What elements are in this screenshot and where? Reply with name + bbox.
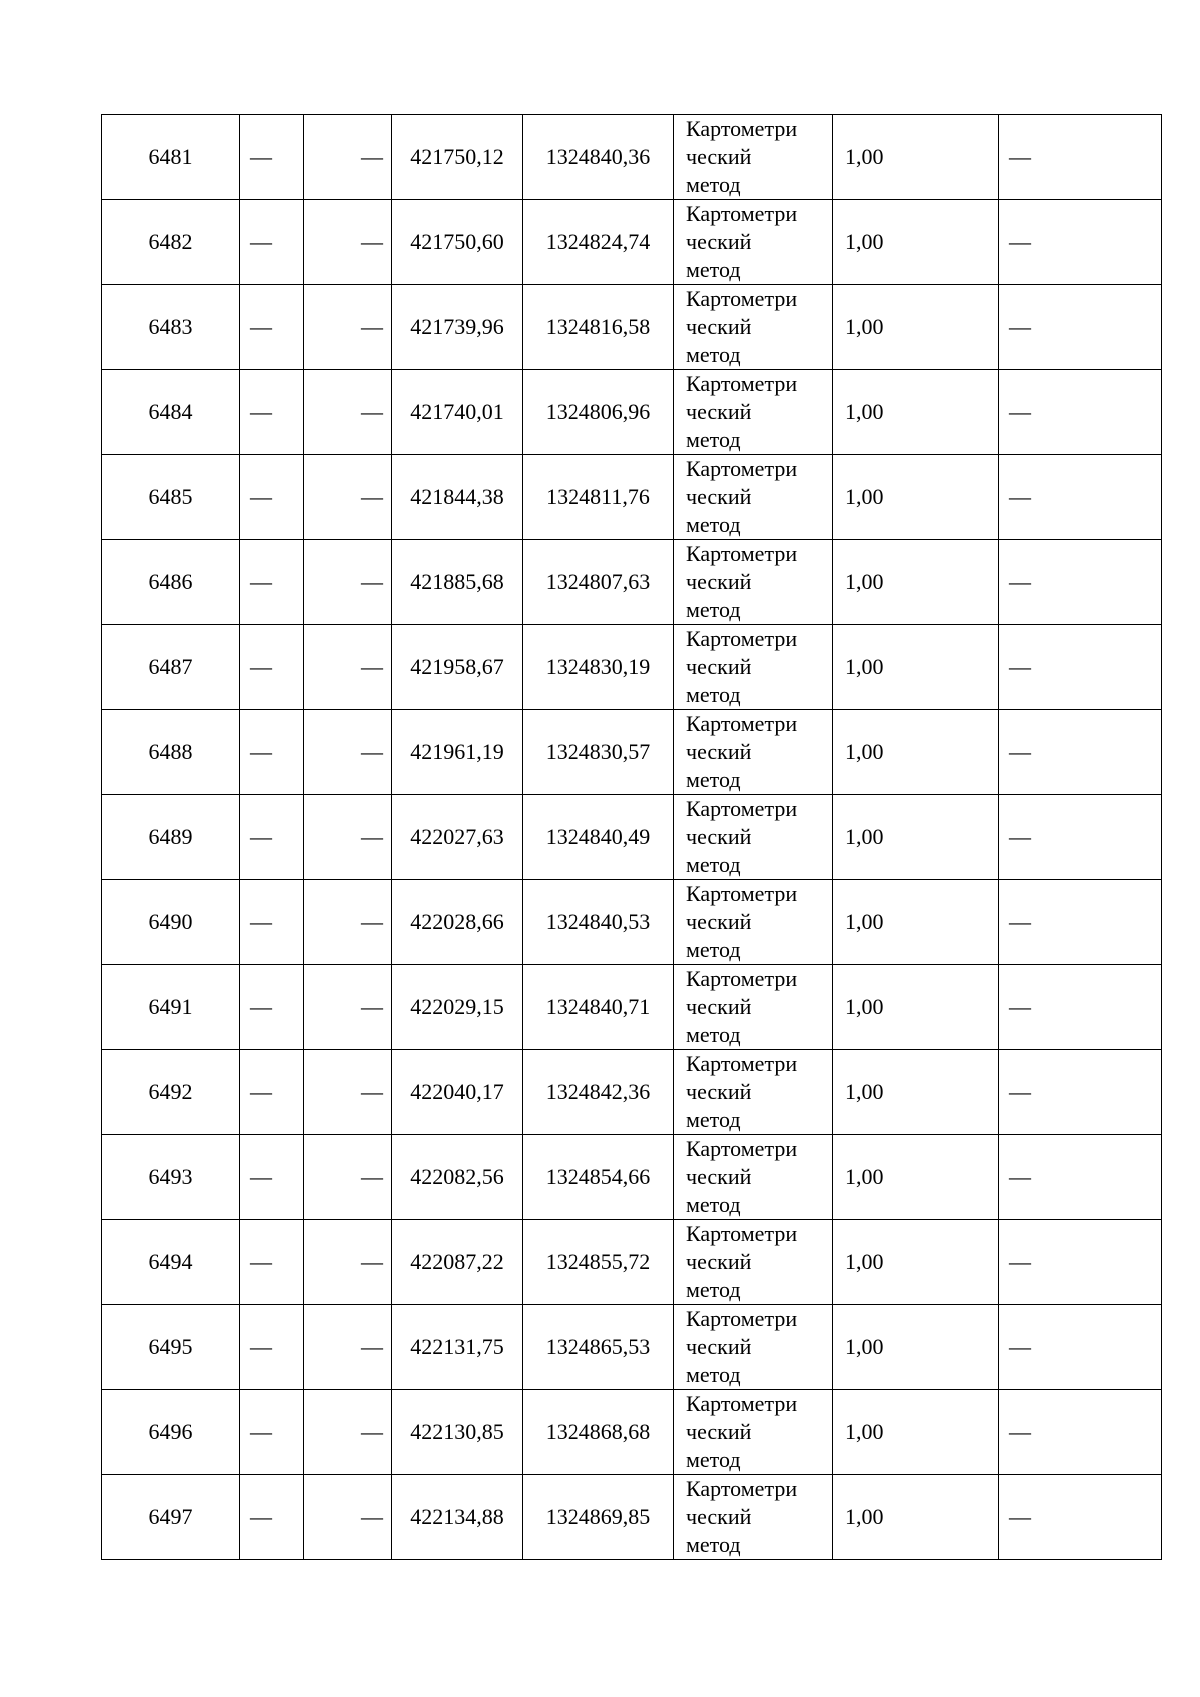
method-cell	[674, 710, 833, 795]
point-number-cell: 6490	[102, 880, 240, 965]
table-row	[102, 1135, 1162, 1220]
y-coordinate-cell: 1324865,53	[523, 1305, 674, 1390]
method-text-line: ческий	[686, 654, 752, 679]
accuracy-cell: 1,00	[833, 625, 999, 710]
table-row	[102, 1050, 1162, 1135]
prev-x-cell: —	[240, 1475, 304, 1560]
prev-x-cell: —	[240, 1220, 304, 1305]
method-text-line: метод	[686, 597, 741, 622]
accuracy-cell: 1,00	[833, 965, 999, 1050]
method-cell	[674, 1390, 833, 1475]
point-number-cell: 6483	[102, 285, 240, 370]
accuracy-cell: 1,00	[833, 1305, 999, 1390]
method-text-line: ческий	[686, 314, 752, 339]
y-coordinate-cell: 1324824,74	[523, 200, 674, 285]
point-number-cell: 6495	[102, 1305, 240, 1390]
description-cell: —	[999, 540, 1162, 625]
y-coordinate-cell: 1324868,68	[523, 1390, 674, 1475]
y-coordinate-cell: 1324854,66	[523, 1135, 674, 1220]
method-text-line: Картометри	[686, 1391, 798, 1416]
table-row	[102, 710, 1162, 795]
method-text-line: метод	[686, 427, 741, 452]
method-text-line: ческий	[686, 994, 752, 1019]
prev-x-cell: —	[240, 795, 304, 880]
table-row	[102, 540, 1162, 625]
y-coordinate-cell: 1324816,58	[523, 285, 674, 370]
description-cell: —	[999, 1135, 1162, 1220]
prev-x-cell: —	[240, 540, 304, 625]
description-cell: —	[999, 625, 1162, 710]
prev-y-cell: —	[304, 540, 392, 625]
y-coordinate-cell: 1324830,57	[523, 710, 674, 795]
accuracy-cell: 1,00	[833, 710, 999, 795]
method-text-line: Картометри	[686, 456, 798, 481]
method-text-line: метод	[686, 852, 741, 877]
description-cell: —	[999, 1305, 1162, 1390]
prev-x-cell: —	[240, 1390, 304, 1475]
prev-x-cell: —	[240, 1135, 304, 1220]
method-text-line: Картометри	[686, 881, 798, 906]
accuracy-cell: 1,00	[833, 540, 999, 625]
method-text-line: ческий	[686, 1504, 752, 1529]
y-coordinate-cell: 1324807,63	[523, 540, 674, 625]
prev-x-cell: —	[240, 285, 304, 370]
prev-y-cell: —	[304, 1475, 392, 1560]
prev-y-cell: —	[304, 455, 392, 540]
method-text-line: Картометри	[686, 966, 798, 991]
y-coordinate-cell: 1324840,49	[523, 795, 674, 880]
x-coordinate-cell: 421739,96	[392, 285, 523, 370]
x-coordinate-cell: 422029,15	[392, 965, 523, 1050]
method-text-line: метод	[686, 1447, 741, 1472]
point-number-cell: 6494	[102, 1220, 240, 1305]
x-coordinate-cell: 421885,68	[392, 540, 523, 625]
y-coordinate-cell: 1324830,19	[523, 625, 674, 710]
method-text-line: Картометри	[686, 796, 798, 821]
table-row	[102, 965, 1162, 1050]
method-text-line: ческий	[686, 569, 752, 594]
point-number-cell: 6497	[102, 1475, 240, 1560]
method-text-line: метод	[686, 1192, 741, 1217]
method-text-line: ческий	[686, 824, 752, 849]
prev-y-cell: —	[304, 115, 392, 200]
prev-x-cell: —	[240, 455, 304, 540]
point-number-cell: 6492	[102, 1050, 240, 1135]
method-text-line: Картометри	[686, 116, 798, 141]
description-cell: —	[999, 965, 1162, 1050]
method-text-line: ческий	[686, 739, 752, 764]
description-cell: —	[999, 200, 1162, 285]
x-coordinate-cell: 421958,67	[392, 625, 523, 710]
accuracy-cell: 1,00	[833, 115, 999, 200]
prev-y-cell: —	[304, 200, 392, 285]
method-cell	[674, 1050, 833, 1135]
x-coordinate-cell: 422087,22	[392, 1220, 523, 1305]
x-coordinate-cell: 422134,88	[392, 1475, 523, 1560]
method-cell	[674, 540, 833, 625]
point-number-cell: 6487	[102, 625, 240, 710]
coordinates-table	[101, 114, 1162, 1560]
method-text-line: ческий	[686, 144, 752, 169]
method-cell	[674, 370, 833, 455]
description-cell: —	[999, 370, 1162, 455]
table-row	[102, 455, 1162, 540]
method-text-line: ческий	[686, 1164, 752, 1189]
accuracy-cell: 1,00	[833, 795, 999, 880]
y-coordinate-cell: 1324842,36	[523, 1050, 674, 1135]
accuracy-cell: 1,00	[833, 370, 999, 455]
accuracy-cell: 1,00	[833, 285, 999, 370]
method-text-line: ческий	[686, 1249, 752, 1274]
method-text-line: Картометри	[686, 201, 798, 226]
method-text-line: Картометри	[686, 541, 798, 566]
y-coordinate-cell: 1324806,96	[523, 370, 674, 455]
description-cell: —	[999, 1390, 1162, 1475]
point-number-cell: 6481	[102, 115, 240, 200]
prev-x-cell: —	[240, 115, 304, 200]
y-coordinate-cell: 1324840,53	[523, 880, 674, 965]
method-text-line: Картометри	[686, 1306, 798, 1331]
point-number-cell: 6496	[102, 1390, 240, 1475]
point-number-cell: 6484	[102, 370, 240, 455]
method-cell	[674, 1305, 833, 1390]
prev-y-cell: —	[304, 880, 392, 965]
method-text-line: метод	[686, 257, 741, 282]
table-row	[102, 200, 1162, 285]
table-row	[102, 880, 1162, 965]
method-text-line: метод	[686, 1362, 741, 1387]
table-row	[102, 285, 1162, 370]
method-cell	[674, 880, 833, 965]
x-coordinate-cell: 421961,19	[392, 710, 523, 795]
accuracy-cell: 1,00	[833, 1475, 999, 1560]
method-text-line: ческий	[686, 229, 752, 254]
point-number-cell: 6491	[102, 965, 240, 1050]
description-cell: —	[999, 1475, 1162, 1560]
accuracy-cell: 1,00	[833, 1050, 999, 1135]
method-text-line: метод	[686, 682, 741, 707]
table-row	[102, 625, 1162, 710]
table-row	[102, 1475, 1162, 1560]
prev-x-cell: —	[240, 710, 304, 795]
method-cell	[674, 625, 833, 710]
x-coordinate-cell: 422040,17	[392, 1050, 523, 1135]
description-cell: —	[999, 710, 1162, 795]
method-text-line: ческий	[686, 1079, 752, 1104]
method-cell	[674, 965, 833, 1050]
method-cell	[674, 1135, 833, 1220]
method-cell	[674, 795, 833, 880]
description-cell: —	[999, 795, 1162, 880]
point-number-cell: 6486	[102, 540, 240, 625]
prev-y-cell: —	[304, 285, 392, 370]
point-number-cell: 6493	[102, 1135, 240, 1220]
method-text-line: ческий	[686, 1419, 752, 1444]
y-coordinate-cell: 1324840,36	[523, 115, 674, 200]
prev-y-cell: —	[304, 965, 392, 1050]
method-text-line: Картометри	[686, 711, 798, 736]
prev-y-cell: —	[304, 625, 392, 710]
point-number-cell: 6485	[102, 455, 240, 540]
prev-y-cell: —	[304, 1390, 392, 1475]
table-body	[102, 115, 1162, 1560]
description-cell: —	[999, 455, 1162, 540]
method-text-line: Картометри	[686, 1221, 798, 1246]
accuracy-cell: 1,00	[833, 200, 999, 285]
prev-y-cell: —	[304, 1050, 392, 1135]
prev-y-cell: —	[304, 1220, 392, 1305]
prev-x-cell: —	[240, 625, 304, 710]
table-row	[102, 1305, 1162, 1390]
description-cell: —	[999, 1220, 1162, 1305]
method-text-line: метод	[686, 512, 741, 537]
method-cell	[674, 1475, 833, 1560]
point-number-cell: 6489	[102, 795, 240, 880]
point-number-cell: 6482	[102, 200, 240, 285]
accuracy-cell: 1,00	[833, 1220, 999, 1305]
method-cell	[674, 115, 833, 200]
method-cell	[674, 1220, 833, 1305]
table-row	[102, 115, 1162, 200]
x-coordinate-cell: 422028,66	[392, 880, 523, 965]
prev-y-cell: —	[304, 370, 392, 455]
method-text-line: метод	[686, 172, 741, 197]
method-text-line: Картометри	[686, 286, 798, 311]
method-text-line: метод	[686, 342, 741, 367]
prev-y-cell: —	[304, 795, 392, 880]
method-text-line: метод	[686, 937, 741, 962]
table-row	[102, 1390, 1162, 1475]
method-cell	[674, 200, 833, 285]
y-coordinate-cell: 1324855,72	[523, 1220, 674, 1305]
method-text-line: Картометри	[686, 1476, 798, 1501]
x-coordinate-cell: 421750,12	[392, 115, 523, 200]
method-text-line: ческий	[686, 1334, 752, 1359]
method-text-line: метод	[686, 1277, 741, 1302]
method-cell	[674, 455, 833, 540]
method-cell	[674, 285, 833, 370]
table-row	[102, 795, 1162, 880]
x-coordinate-cell: 422027,63	[392, 795, 523, 880]
method-text-line: метод	[686, 1022, 741, 1047]
y-coordinate-cell: 1324869,85	[523, 1475, 674, 1560]
method-text-line: метод	[686, 767, 741, 792]
x-coordinate-cell: 422130,85	[392, 1390, 523, 1475]
prev-x-cell: —	[240, 1305, 304, 1390]
method-text-line: метод	[686, 1107, 741, 1132]
table-row	[102, 1220, 1162, 1305]
prev-x-cell: —	[240, 1050, 304, 1135]
method-text-line: Картометри	[686, 626, 798, 651]
description-cell: —	[999, 285, 1162, 370]
accuracy-cell: 1,00	[833, 1390, 999, 1475]
method-text-line: ческий	[686, 909, 752, 934]
x-coordinate-cell: 421740,01	[392, 370, 523, 455]
prev-y-cell: —	[304, 710, 392, 795]
accuracy-cell: 1,00	[833, 1135, 999, 1220]
prev-x-cell: —	[240, 880, 304, 965]
method-text-line: ческий	[686, 484, 752, 509]
point-number-cell: 6488	[102, 710, 240, 795]
prev-y-cell: —	[304, 1305, 392, 1390]
method-text-line: ческий	[686, 399, 752, 424]
table-row	[102, 370, 1162, 455]
x-coordinate-cell: 422131,75	[392, 1305, 523, 1390]
method-text-line: Картометри	[686, 1051, 798, 1076]
description-cell: —	[999, 115, 1162, 200]
description-cell: —	[999, 1050, 1162, 1135]
y-coordinate-cell: 1324840,71	[523, 965, 674, 1050]
prev-x-cell: —	[240, 965, 304, 1050]
description-cell: —	[999, 880, 1162, 965]
prev-x-cell: —	[240, 200, 304, 285]
method-text-line: метод	[686, 1532, 741, 1557]
x-coordinate-cell: 421750,60	[392, 200, 523, 285]
method-text-line: Картометри	[686, 371, 798, 396]
accuracy-cell: 1,00	[833, 455, 999, 540]
prev-x-cell: —	[240, 370, 304, 455]
accuracy-cell: 1,00	[833, 880, 999, 965]
prev-y-cell: —	[304, 1135, 392, 1220]
x-coordinate-cell: 422082,56	[392, 1135, 523, 1220]
method-text-line: Картометри	[686, 1136, 798, 1161]
x-coordinate-cell: 421844,38	[392, 455, 523, 540]
y-coordinate-cell: 1324811,76	[523, 455, 674, 540]
